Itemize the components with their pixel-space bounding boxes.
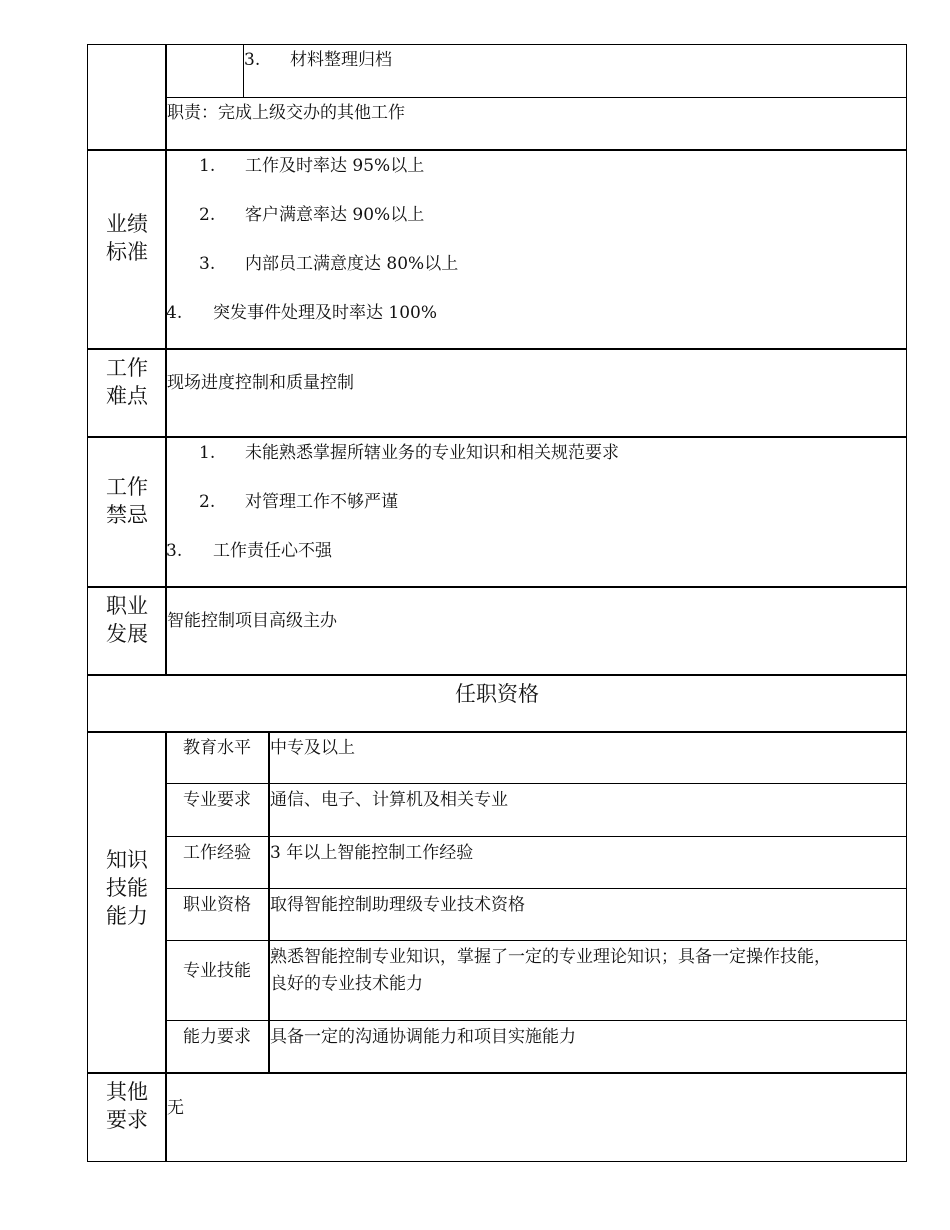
taboo-item <box>166 540 332 562</box>
qualification-key: 专业要求 <box>183 790 251 810</box>
taboo-item-number: 1. <box>199 443 216 463</box>
taboo-label-line1: 工作 <box>106 475 148 499</box>
qualification-label-line1: 知识 <box>106 848 148 872</box>
difficulty-label <box>88 354 166 410</box>
qualification-label <box>88 846 166 930</box>
taboo-label-line2: 禁忌 <box>106 503 148 527</box>
taboo-item-text: 未能熟悉掌握所辖业务的专业知识和相关规范要求 <box>245 443 619 463</box>
row-divider <box>87 436 907 438</box>
performance-item <box>166 302 437 324</box>
other-label-line2: 要求 <box>106 1108 148 1132</box>
row-divider <box>87 731 907 733</box>
row-divider <box>87 348 907 350</box>
row-divider <box>165 97 907 98</box>
performance-item-number: 1. <box>199 156 216 176</box>
qualification-row-divider <box>165 836 907 837</box>
qualification-title: 任职资格 <box>455 682 539 706</box>
performance-item-text: 客户满意率达 90%以上 <box>245 205 425 225</box>
top-item-3 <box>244 49 392 71</box>
career-text: 智能控制项目高级主办 <box>167 611 337 631</box>
taboo-item-number: 3. <box>166 541 183 561</box>
performance-item-number: 4. <box>166 303 183 323</box>
qualification-value: 通信、电子、计算机及相关专业 <box>270 790 508 810</box>
performance-item-text: 突发事件处理及时率达 100% <box>213 303 438 323</box>
qualification-label-line2: 技能 <box>106 876 148 900</box>
taboo-item-text: 对管理工作不够严谨 <box>245 492 398 512</box>
qualification-key: 能力要求 <box>183 1027 251 1047</box>
qualification-value: 取得智能控制助理级专业技术资格 <box>270 895 525 915</box>
top-item-3-number: 3. <box>244 50 261 70</box>
other-text: 无 <box>167 1098 184 1118</box>
qualification-label-line3: 能力 <box>106 904 148 928</box>
qualification-row-divider <box>165 1020 907 1021</box>
career-label <box>88 592 166 648</box>
qualification-row-divider <box>165 888 907 889</box>
difficulty-label-line2: 难点 <box>106 384 148 408</box>
performance-item-number: 3. <box>199 254 216 274</box>
other-label-line1: 其他 <box>106 1080 148 1104</box>
top-item-3-text: 材料整理归档 <box>290 50 392 70</box>
qualification-row-divider <box>165 783 907 784</box>
qualification-row-divider <box>165 940 907 941</box>
taboo-item-text: 工作责任心不强 <box>213 541 332 561</box>
career-label-line1: 职业 <box>106 594 148 618</box>
row-divider <box>87 586 907 588</box>
taboo-item <box>199 491 398 513</box>
other-label <box>88 1078 166 1134</box>
qualification-value: 3 年以上智能控制工作经验 <box>270 843 474 863</box>
performance-item-number: 2. <box>199 205 216 225</box>
performance-item <box>199 204 424 226</box>
taboo-item-number: 2. <box>199 492 216 512</box>
performance-item <box>199 155 424 177</box>
career-label-line2: 发展 <box>106 622 148 646</box>
duty-text: 职责：完成上级交办的其他工作 <box>167 103 405 123</box>
qualification-value: 具备一定的沟通协调能力和项目实施能力 <box>270 1027 576 1047</box>
row-divider <box>87 674 907 676</box>
performance-item <box>199 253 458 275</box>
performance-label-line2: 标准 <box>106 240 148 264</box>
performance-item-text: 内部员工满意度达 80%以上 <box>245 254 459 274</box>
difficulty-label-line1: 工作 <box>106 356 148 380</box>
row-divider <box>87 149 907 151</box>
performance-label-line1: 业绩 <box>106 212 148 236</box>
taboo-label <box>88 473 166 529</box>
difficulty-text: 现场进度控制和质量控制 <box>167 373 354 393</box>
qualification-value: 熟悉智能控制专业知识，掌握了一定的专业理论知识；具备一定操作技能， <box>270 947 831 967</box>
performance-item-text: 工作及时率达 95%以上 <box>245 156 425 176</box>
qualification-key: 教育水平 <box>183 738 251 758</box>
taboo-item <box>199 442 619 464</box>
performance-label <box>88 210 166 266</box>
qualification-value: 中专及以上 <box>270 738 355 758</box>
qualification-value-continued: 良好的专业技术能力 <box>270 974 423 994</box>
qualification-key: 职业资格 <box>183 895 251 915</box>
row-divider <box>87 1072 907 1074</box>
qualification-key: 专业技能 <box>183 961 251 981</box>
qualification-key: 工作经验 <box>183 843 251 863</box>
